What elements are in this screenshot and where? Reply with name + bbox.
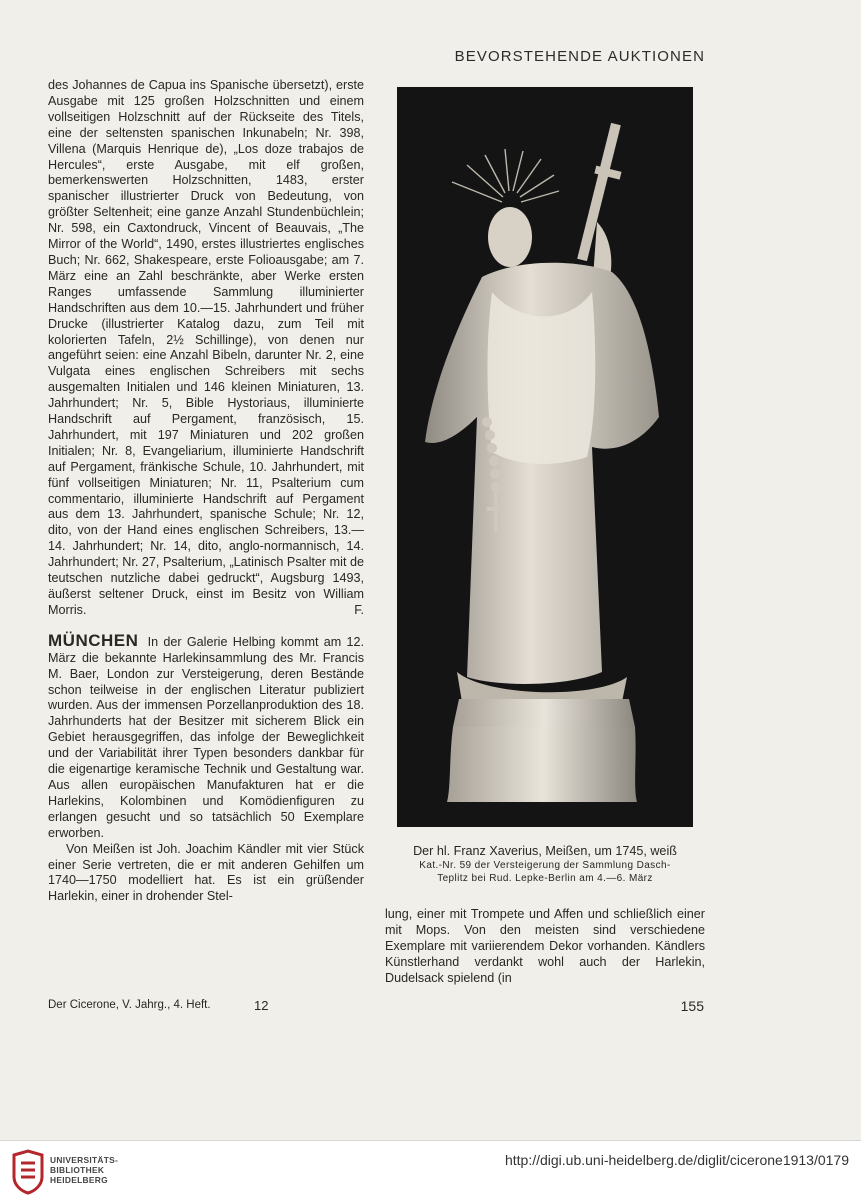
statue-illustration bbox=[397, 87, 693, 827]
right-column bbox=[385, 907, 705, 987]
left-column bbox=[48, 78, 364, 905]
university-library-logo-icon[interactable] bbox=[10, 1149, 46, 1195]
caption-title: Der hl. Franz Xaverius, Meißen, um 1745, weiß bbox=[413, 844, 677, 858]
page-number: 155 bbox=[680, 998, 704, 1014]
library-name-line: BIBLIOTHEK bbox=[50, 1165, 105, 1175]
statue-photograph bbox=[397, 87, 693, 827]
paragraph-meissen: Von Meißen ist Joh. Joachim Kändler mit vier Stück einer Serie vertreten, die er mit anderen Gehilfen um 1740—1750 modelliert hat. Es ist ein grüßender Harlekin, einer in drohender Stel- bbox=[48, 841, 364, 904]
library-name-line: UNIVERSITÄTS- bbox=[50, 1155, 119, 1165]
city-heading: MÜNCHEN bbox=[48, 630, 139, 650]
signature-mark: 12 bbox=[254, 998, 269, 1013]
caption-line-2: Teplitz bei Rud. Lepke-Berlin am 4.—6. März bbox=[437, 873, 653, 884]
author-initial: F. bbox=[354, 602, 364, 617]
figure-caption bbox=[384, 843, 706, 885]
running-head: BEVORSTEHENDE AUKTIONEN bbox=[454, 48, 705, 65]
caption-line-1: Kat.-Nr. 59 der Versteigerung der Sammlung Dasch- bbox=[419, 860, 671, 871]
statue-head bbox=[488, 207, 532, 267]
permalink-url[interactable]: http://digi.ub.uni-heidelberg.de/diglit/cicerone1913/0179 bbox=[504, 1152, 849, 1168]
paragraph-text: des Johannes de Capua ins Spanische übersetzt), erste Ausgabe mit 125 großen Holzschnitten und einem vollseitigen Holzschnitt auf der Rückseite des Titels, eine der seltensten spanischen Inkunabeln; Nr. 398, Villena (Marquis Henrique de), „Los doze trabajos de Hercules“, erste Ausgabe, mit elf großen, bemerkenswerten Holzschnitten, 1483, erster spanischer illustrierter Druck von Bedeutung, von größter Seltenheit; eine ganze Anzahl Stundenbüchlein; Nr. 598, ein Caxtondruck, Vincent of Beauvais, „The Mirror of the World“, 1490, erstes illustriertes englisches Buch; Nr. 662, Shakespeare, erste Folioausgabe; am 7. März eine an Zahl beschränkte, aber Werke ersten Ranges umfassende Sammlung illuminierter Handschriften aus dem 10.—15. Jahrhundert und früher Drucke (illustrierter Katalog dazu, zum Teil mit kolorierten Tafeln, 2½ Schillinge), von denen nur angeführt seien: eine Anzahl Bibeln, darunter Nr. 2, eine Vulgata eines englischen Schreibers mit sechs ausgemalten Initialen und 146 kleinen Miniaturen, 13. Jahrhundert; Nr. 5, Bible Hystoriaus, illuminierte Handschrift auf Pergament, französisch, 15. Jahrhundert, mit 197 Miniaturen und 202 großen Initialen; Nr. 8, Evangeliarium, illuminierte Handschrift auf Pergament, fränkische Schule, 10. Jahrhundert, mit fünf vollseitigen Miniaturen; Nr. 11, Psalterium cum commentario, illuminierte Handschrift auf Pergament aus dem 13. Jahrhundert, spanische Schule; Nr. 12, dito, von der Hand eines englischen Schreibers, 13.—14. Jahrhundert; Nr. 14, dito, anglo-normannisch, 14. Jahrhundert; Nr. 27, Psalterium, „Latinisch Psalter mit de teutschen nutzliche dabei gedruckt“, Augsburg 1493, äußerst seltener Druck, einst im Besitz von William Morris. bbox=[48, 78, 364, 617]
paragraph-text: In der Galerie Helbing kommt am 12. März die bekannte Harlekinsammlung des Mr. Francis M. Baer, London zur Versteigerung, deren Bestände schon teilweise in der englischen Literatur publiziert wurden. Aus der immensen Porzellanproduktion des 18. Jahrhunderts hat der Besitzer mit sicherem Blick ein Gebiet herausgegriffen, das infolge der Beweglichkeit und der Variabilität ihrer Typen besonders dankbar für die eigenartige keramische Technik und Gestaltung war. Aus allen europäischen Manufakturen hat er die Harlekins, Kolombinen und Komödienfiguren zu erlangen gesucht und so tatsächlich 50 Exemplare erworben. bbox=[48, 634, 364, 840]
journal-footer: Der Cicerone, V. Jahrg., 4. Heft. bbox=[48, 999, 211, 1011]
library-name[interactable] bbox=[50, 1155, 118, 1185]
library-name-line: HEIDELBERG bbox=[50, 1175, 108, 1185]
statue-pedestal bbox=[453, 699, 635, 727]
paragraph-muenchen bbox=[48, 630, 364, 842]
paragraph-auction-london bbox=[48, 78, 364, 619]
halo-rays bbox=[452, 149, 559, 202]
paragraph-continuation: lung, einer mit Trompete und Affen und schließlich einer mit Mops. Von den meisten sind verschiedene Exemplare mit variierendem Dekor vorhanden. Kändlers Künstlerhand verdankt wohl auch der Harlekin, Dudelsack spielend (in bbox=[385, 907, 705, 985]
library-footer-bar bbox=[0, 1140, 861, 1204]
